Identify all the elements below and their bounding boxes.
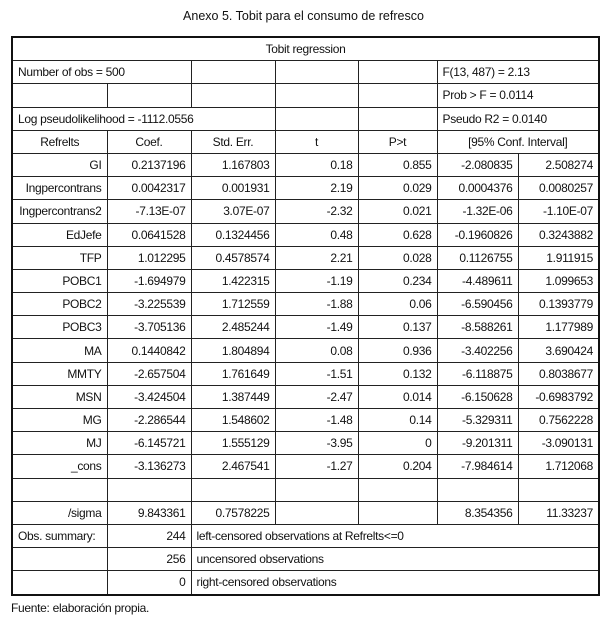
cell-ci-lower: -4.489611 bbox=[437, 269, 518, 292]
cell-std-err: 3.07E-07 bbox=[191, 200, 275, 223]
cell-ci-lower: -2.080835 bbox=[437, 153, 518, 176]
empty-cell bbox=[191, 61, 275, 84]
cell-p-value: 0.132 bbox=[358, 362, 437, 385]
cell-t: 0.08 bbox=[275, 339, 358, 362]
cell-std-err: 0.4578574 bbox=[191, 246, 275, 269]
cell-coef: -3.705136 bbox=[107, 316, 191, 339]
cell-coef: -2.286544 bbox=[107, 409, 191, 432]
summary-count: 244 bbox=[107, 524, 191, 547]
cell-ci-lower: -6.150628 bbox=[437, 385, 518, 408]
empty-cell bbox=[358, 84, 437, 107]
cell-p-value: 0.06 bbox=[358, 293, 437, 316]
pseudo-r2: Pseudo R2 = 0.0140 bbox=[437, 107, 599, 130]
empty-cell bbox=[358, 61, 437, 84]
table-row bbox=[12, 339, 599, 362]
cell-ci-upper: -0.6983792 bbox=[518, 385, 599, 408]
empty-cell bbox=[107, 84, 191, 107]
cell-ci-upper: 1.177989 bbox=[518, 316, 599, 339]
nobs-row bbox=[12, 61, 599, 84]
cell-variable: TFP bbox=[12, 246, 107, 269]
table-row bbox=[12, 432, 599, 455]
cell-coef: 0.1440842 bbox=[107, 339, 191, 362]
cell-ci-lower: -1.32E-06 bbox=[437, 200, 518, 223]
cell-ci-lower: -8.588261 bbox=[437, 316, 518, 339]
table-row bbox=[12, 455, 599, 478]
sigma-p-value bbox=[358, 501, 437, 524]
sigma-std-err: 0.7578225 bbox=[191, 501, 275, 524]
empty-cell bbox=[275, 478, 358, 501]
cell-std-err: 1.712559 bbox=[191, 293, 275, 316]
cell-coef: 1.012295 bbox=[107, 246, 191, 269]
cell-p-value: 0.021 bbox=[358, 200, 437, 223]
table-row bbox=[12, 385, 599, 408]
empty-cell bbox=[518, 478, 599, 501]
cell-std-err: 1.548602 bbox=[191, 409, 275, 432]
empty-cell bbox=[107, 478, 191, 501]
cell-variable: MSN bbox=[12, 385, 107, 408]
cell-coef: -7.13E-07 bbox=[107, 200, 191, 223]
cell-ci-upper: 1.712068 bbox=[518, 455, 599, 478]
cell-ci-lower: 0.0004376 bbox=[437, 177, 518, 200]
cell-p-value: 0.628 bbox=[358, 223, 437, 246]
cell-coef: 0.0042317 bbox=[107, 177, 191, 200]
column-header-row bbox=[12, 130, 599, 153]
cell-std-err: 2.485244 bbox=[191, 316, 275, 339]
cell-p-value: 0.014 bbox=[358, 385, 437, 408]
cell-t: 2.21 bbox=[275, 246, 358, 269]
table-row bbox=[12, 246, 599, 269]
cell-p-value: 0 bbox=[358, 432, 437, 455]
cell-p-value: 0.137 bbox=[358, 316, 437, 339]
col-header-std-err: Std. Err. bbox=[191, 130, 275, 153]
cell-variable: POBC1 bbox=[12, 269, 107, 292]
cell-p-value: 0.14 bbox=[358, 409, 437, 432]
summary-row bbox=[12, 571, 599, 595]
cell-t: -2.32 bbox=[275, 200, 358, 223]
col-header-coef: Coef. bbox=[107, 130, 191, 153]
number-of-obs: Number of obs = 500 bbox=[12, 61, 191, 84]
log-pseudolikelihood: Log pseudolikelihood = -1112.0556 bbox=[12, 107, 275, 130]
cell-coef: 0.2137196 bbox=[107, 153, 191, 176]
summary-text: left-censored observations at Refrelts<=0 bbox=[191, 524, 599, 547]
cell-variable: GI bbox=[12, 153, 107, 176]
cell-t: 0.18 bbox=[275, 153, 358, 176]
cell-ci-upper: 0.7562228 bbox=[518, 409, 599, 432]
summary-row bbox=[12, 524, 599, 547]
cell-ci-upper: -1.10E-07 bbox=[518, 200, 599, 223]
empty-cell bbox=[275, 61, 358, 84]
empty-cell bbox=[358, 478, 437, 501]
cell-t: -1.19 bbox=[275, 269, 358, 292]
col-header-variable: Refrelts bbox=[12, 130, 107, 153]
cell-ci-lower: -7.984614 bbox=[437, 455, 518, 478]
cell-p-value: 0.028 bbox=[358, 246, 437, 269]
col-header-t: t bbox=[275, 130, 358, 153]
cell-ci-lower: -6.590456 bbox=[437, 293, 518, 316]
cell-ci-upper: 0.8038677 bbox=[518, 362, 599, 385]
summary-count: 0 bbox=[107, 571, 191, 595]
empty-cell bbox=[275, 107, 358, 130]
cell-variable: Ingpercontrans2 bbox=[12, 200, 107, 223]
prob-row bbox=[12, 84, 599, 107]
cell-coef: 0.0641528 bbox=[107, 223, 191, 246]
cell-std-err: 1.387449 bbox=[191, 385, 275, 408]
cell-std-err: 2.467541 bbox=[191, 455, 275, 478]
cell-ci-lower: -9.201311 bbox=[437, 432, 518, 455]
footnote: Fuente: elaboración propia. bbox=[11, 601, 149, 615]
cell-t: -1.48 bbox=[275, 409, 358, 432]
cell-p-value: 0.234 bbox=[358, 269, 437, 292]
summary-label: Obs. summary: bbox=[12, 524, 107, 547]
cell-p-value: 0.936 bbox=[358, 339, 437, 362]
cell-std-err: 0.001931 bbox=[191, 177, 275, 200]
cell-t: -1.51 bbox=[275, 362, 358, 385]
cell-variable: MA bbox=[12, 339, 107, 362]
cell-variable: MG bbox=[12, 409, 107, 432]
empty-cell bbox=[191, 84, 275, 107]
col-header-p: P>t bbox=[358, 130, 437, 153]
cell-variable: POBC2 bbox=[12, 293, 107, 316]
table-row bbox=[12, 269, 599, 292]
cell-std-err: 0.1324456 bbox=[191, 223, 275, 246]
loglik-row bbox=[12, 107, 599, 130]
table-row bbox=[12, 362, 599, 385]
sigma-ci-lower: 8.354356 bbox=[437, 501, 518, 524]
cell-variable: EdJefe bbox=[12, 223, 107, 246]
cell-t: 2.19 bbox=[275, 177, 358, 200]
cell-std-err: 1.761649 bbox=[191, 362, 275, 385]
cell-variable: Ingpercontrans bbox=[12, 177, 107, 200]
cell-variable: MMTY bbox=[12, 362, 107, 385]
cell-p-value: 0.204 bbox=[358, 455, 437, 478]
sigma-ci-upper: 11.33237 bbox=[518, 501, 599, 524]
cell-ci-lower: -6.118875 bbox=[437, 362, 518, 385]
empty-cell bbox=[12, 571, 107, 595]
summary-text: uncensored observations bbox=[191, 548, 599, 571]
table-row bbox=[12, 223, 599, 246]
prob-f: Prob > F = 0.0114 bbox=[437, 84, 599, 107]
cell-coef: -6.145721 bbox=[107, 432, 191, 455]
cell-variable: _cons bbox=[12, 455, 107, 478]
empty-cell bbox=[191, 478, 275, 501]
table-row bbox=[12, 153, 599, 176]
cell-ci-upper: -3.090131 bbox=[518, 432, 599, 455]
cell-ci-lower: -0.1960826 bbox=[437, 223, 518, 246]
sigma-row bbox=[12, 501, 599, 524]
table-row bbox=[12, 200, 599, 223]
cell-variable: MJ bbox=[12, 432, 107, 455]
summary-text: right-censored observations bbox=[191, 571, 599, 595]
summary-row bbox=[12, 548, 599, 571]
cell-t: -1.49 bbox=[275, 316, 358, 339]
cell-coef: -1.694979 bbox=[107, 269, 191, 292]
table-row bbox=[12, 177, 599, 200]
table-row bbox=[12, 293, 599, 316]
cell-ci-upper: 1.911915 bbox=[518, 246, 599, 269]
cell-ci-upper: 0.3243882 bbox=[518, 223, 599, 246]
cell-ci-lower: 0.1126755 bbox=[437, 246, 518, 269]
col-header-conf-interval: [95% Conf. Interval] bbox=[437, 130, 599, 153]
tobit-regression-table bbox=[11, 36, 600, 596]
cell-ci-lower: -5.329311 bbox=[437, 409, 518, 432]
cell-ci-upper: 2.508274 bbox=[518, 153, 599, 176]
cell-p-value: 0.855 bbox=[358, 153, 437, 176]
cell-p-value: 0.029 bbox=[358, 177, 437, 200]
cell-std-err: 1.167803 bbox=[191, 153, 275, 176]
cell-std-err: 1.804894 bbox=[191, 339, 275, 362]
cell-t: -1.88 bbox=[275, 293, 358, 316]
cell-ci-upper: 3.690424 bbox=[518, 339, 599, 362]
cell-t: -3.95 bbox=[275, 432, 358, 455]
cell-ci-upper: 1.099653 bbox=[518, 269, 599, 292]
summary-count: 256 bbox=[107, 548, 191, 571]
empty-cell bbox=[12, 84, 107, 107]
cell-coef: -3.225539 bbox=[107, 293, 191, 316]
table-title: Tobit regression bbox=[12, 37, 599, 61]
sigma-t bbox=[275, 501, 358, 524]
cell-variable: POBC3 bbox=[12, 316, 107, 339]
cell-std-err: 1.422315 bbox=[191, 269, 275, 292]
cell-t: 0.48 bbox=[275, 223, 358, 246]
blank-row bbox=[12, 478, 599, 501]
cell-t: -1.27 bbox=[275, 455, 358, 478]
cell-coef: -3.424504 bbox=[107, 385, 191, 408]
cell-t: -2.47 bbox=[275, 385, 358, 408]
cell-ci-upper: 0.1393779 bbox=[518, 293, 599, 316]
table-caption: Anexo 5. Tobit para el consumo de refresco bbox=[183, 9, 424, 23]
cell-std-err: 1.555129 bbox=[191, 432, 275, 455]
sigma-variable: /sigma bbox=[12, 501, 107, 524]
table-row bbox=[12, 409, 599, 432]
cell-ci-upper: 0.0080257 bbox=[518, 177, 599, 200]
cell-coef: -2.657504 bbox=[107, 362, 191, 385]
empty-cell bbox=[275, 84, 358, 107]
f-statistic: F(13, 487) = 2.13 bbox=[437, 61, 599, 84]
table-row bbox=[12, 316, 599, 339]
empty-cell bbox=[12, 548, 107, 571]
cell-ci-lower: -3.402256 bbox=[437, 339, 518, 362]
title-row bbox=[12, 37, 599, 61]
cell-coef: -3.136273 bbox=[107, 455, 191, 478]
sigma-coef: 9.843361 bbox=[107, 501, 191, 524]
empty-cell bbox=[12, 478, 107, 501]
empty-cell bbox=[358, 107, 437, 130]
empty-cell bbox=[437, 478, 518, 501]
